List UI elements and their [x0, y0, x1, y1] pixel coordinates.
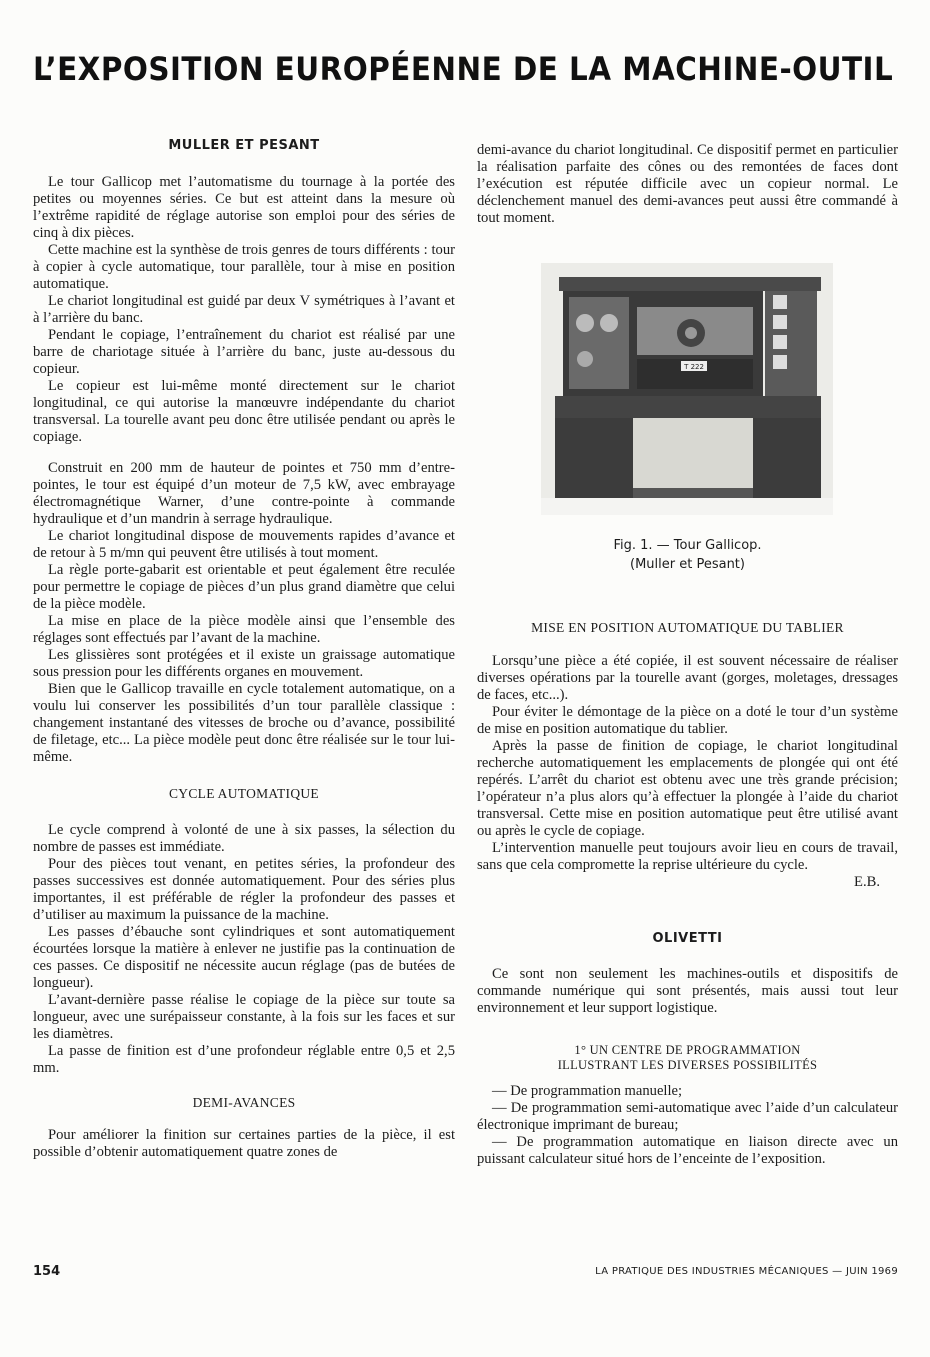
paragraph: Cette machine est la synthèse de trois genres de tours différents : tour à copier à cycle automatique, tour parallèle, tour à mise en position automatique.: [33, 242, 455, 292]
paragraph: Le copieur est lui-même monté directement sur le chariot longitudinal, ce qui autorise la manœuvre indépendante du chariot transversal. La tourelle avant peu donc être utilisée pendant ou après le copiage.: [33, 378, 455, 445]
list-item: — De programmation semi-automatique avec l’aide d’un calculateur électronique imprimant de bureau;: [477, 1100, 898, 1133]
paragraph: Pour éviter le démontage de la pièce on a doté le tour d’un système de mise en position automatique du tablier.: [477, 704, 898, 737]
left-column: [33, 138, 455, 1161]
paragraph: Pendant le copiage, l’entraînement du chariot est réalisé par une barre de chariotage située à l’arrière du banc, juste au-dessous du copieur.: [33, 327, 455, 377]
figure-caption: [477, 536, 898, 574]
section-heading-olivetti: OLIVETTI: [652, 931, 723, 946]
figure-caption-credit: (Muller et Pesant): [630, 557, 745, 572]
paragraph: L’avant-dernière passe réalise le copiage de la pièce sur toute sa longueur, avec une surépaisseur constante, à la fois sur les faces et sur les diamètres.: [33, 992, 455, 1042]
section-heading-cycle: CYCLE AUTOMATIQUE: [169, 786, 319, 801]
lathe-illustration: [541, 263, 833, 515]
paragraph: Les passes d’ébauche sont cylindriques et sont automatiquement écourtées lorsque la matière à enlever ne justifie pas la continuation de ces passes. Ce dispositif ne nécessite aucun réglage (pas de butées de longueur).: [33, 924, 455, 991]
paragraph: La mise en place de la pièce modèle ainsi que l’ensemble des réglages sont effectués par l’avant de la machine.: [33, 613, 455, 646]
paragraph: Les glissières sont protégées et il existe un graissage automatique sous pression pour les différents organes en mouvement.: [33, 647, 455, 680]
paragraph: Pour améliorer la finition sur certaines parties de la pièce, il est possible d’obtenir automatiquement quatre zones de: [33, 1127, 455, 1160]
list-item: — De programmation manuelle;: [492, 1083, 683, 1099]
figure-caption-title: Fig. 1. — Tour Gallicop.: [613, 538, 762, 553]
paragraph: Le chariot longitudinal est guidé par deux V symétriques à l’avant et à l’arrière du banc.: [33, 293, 455, 326]
article-title: L’EXPOSITION EUROPÉENNE DE LA MACHINE-OUTIL: [33, 50, 894, 88]
section-heading-muller: MULLER ET PESANT: [168, 138, 320, 153]
paragraph: Construit en 200 mm de hauteur de pointes et 750 mm d’entre-pointes, le tour est équipé d’un moteur de 7,5 kW, avec embrayage électromagnétique Warner, d’une contre-pointe à commande hydraulique et d’un mandrin à serrage hydraulique.: [33, 460, 455, 527]
paragraph-continuation: demi-avance du chariot longitudinal. Ce dispositif permet en particulier la réalisation parfaite des cônes ou des remontées de faces dont l’exécution est réputée difficile avec un copieur normal. Le déclenchement manuel des demi-avances peut aussi être commandé à tout moment.: [477, 142, 898, 226]
paragraph: L’intervention manuelle peut toujours avoir lieu en cours de travail, sans que cela compromette la reprise ultérieure du cycle.: [477, 840, 898, 873]
paragraph: La règle porte-gabarit est orientable et peut également être reculée pour permettre le copiage de pièces d’un plus grand diamètre que celui de la pièce modèle.: [33, 562, 455, 612]
journal-footer: LA PRATIQUE DES INDUSTRIES MÉCANIQUES — JUIN 1969: [595, 1266, 898, 1277]
paragraph: Le tour Gallicop met l’automatisme du tournage à la portée des petites ou moyennes séries. Ce but est atteint dans la mesure où l’extrême rapidité de réglage autorise son emploi pour des séries de cinq à dix pièces.: [33, 174, 455, 241]
paragraph: Le cycle comprend à volonté de une à six passes, la sélection du nombre de passes est immédiate.: [33, 822, 455, 855]
page-number: 154: [33, 1264, 61, 1279]
paragraph: Le chariot longitudinal dispose de mouvements rapides d’avance et de retour à 5 m/mn qui peuvent être utilisés à tout moment.: [33, 528, 455, 561]
author-signature: E.B.: [854, 874, 880, 890]
paragraph: La passe de finition est d’une profondeur réglable entre 0,5 et 2,5 mm.: [33, 1043, 455, 1076]
figure-lathe-photo: [541, 263, 833, 515]
right-column: [477, 142, 898, 1168]
paragraph: Lorsqu’une pièce a été copiée, il est souvent nécessaire de réaliser diverses opérations par la tourelle avant (gorges, moletages, dressages de faces, etc...).: [477, 653, 898, 703]
list-item: — De programmation automatique en liaison directe avec un puissant calculateur situé hors de l’enceinte de l’exposition.: [477, 1134, 898, 1167]
section-heading-demi-avances: DEMI-AVANCES: [192, 1095, 296, 1110]
subsection-heading-line: ILLUSTRANT LES DIVERSES POSSIBILITÉS: [557, 1058, 818, 1072]
paragraph: Ce sont non seulement les machines-outils et dispositifs de commande numérique qui sont présentés, mais aussi tout leur environnement et leur support logistique.: [477, 966, 898, 1016]
paragraph: Après la passe de finition de copiage, le chariot longitudinal recherche automatiquement les emplacements de plongée qui ont été repérés. L’arrêt du chariot est obtenu avec une très grande précision; l’opérateur n’a plus alors qu’à effectuer la plongée à l’aide du chariot transversal. Cette mise en position automatique peut être utilisé avant ou après le cycle de copiage.: [477, 738, 898, 839]
paragraph: Pour des pièces tout venant, en petites séries, la profondeur des passes successives est donnée automatiquement. Pour des séries plus importantes, il est préférable de régler la profondeur des passes et d’utiliser au maximum la puissance de la machine.: [33, 856, 455, 923]
paragraph: Bien que le Gallicop travaille en cycle totalement automatique, on a voulu lui conserver les possibilités d’un tour parallèle classique : changement instantané des vitesses de broche ou d’avance, possibilité de filetage, etc... La pièce modèle peut donc être réalisée sur le tour lui-même.: [33, 681, 455, 765]
subsection-heading-line: 1° UN CENTRE DE PROGRAMMATION: [574, 1043, 801, 1057]
section-heading-mise-en-position: MISE EN POSITION AUTOMATIQUE DU TABLIER: [531, 620, 844, 635]
lathe-plate-label: T 222: [684, 363, 704, 371]
subsection-heading-centre: [477, 1043, 898, 1073]
